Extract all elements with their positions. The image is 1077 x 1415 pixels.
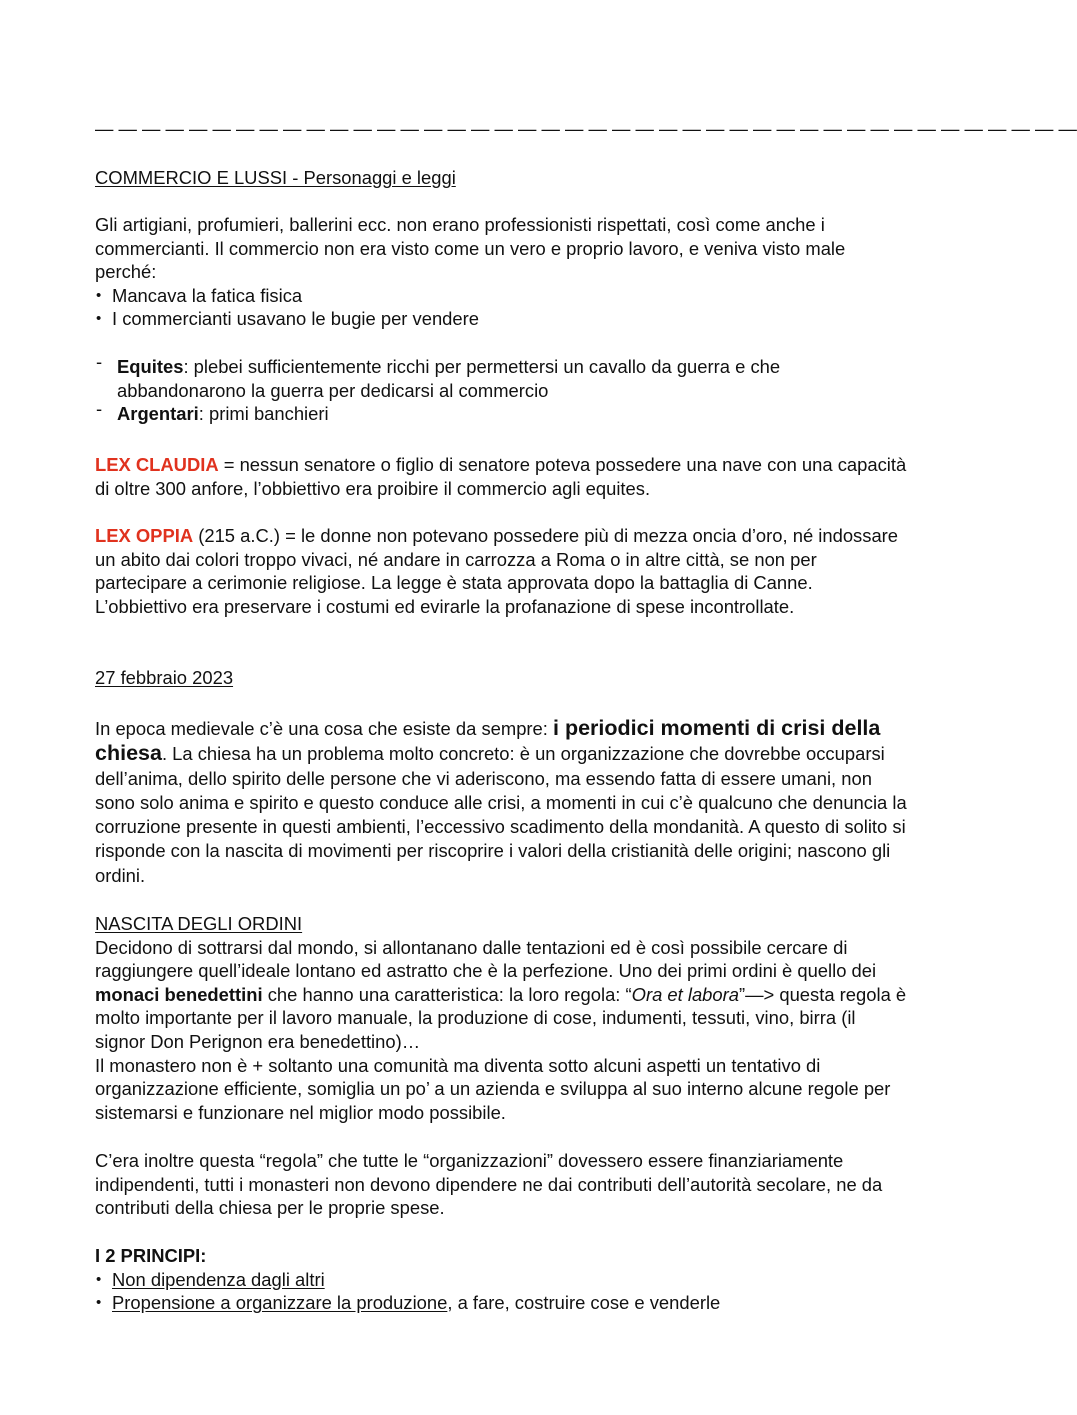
lex-claudia-name: LEX CLAUDIA bbox=[95, 454, 219, 475]
list-item: • Mancava la fatica fisica bbox=[95, 284, 907, 308]
benedettini-term: monaci benedettini bbox=[95, 983, 263, 1005]
date-heading: 27 febbraio 2023 bbox=[95, 667, 234, 688]
list-item: • I commercianti usavano le bugie per vendere bbox=[95, 307, 907, 331]
intro-paragraph: Gli artigiani, profumieri, ballerini ecc. non erano professionisti rispettati, così come anche i commercianti. Il commercio non era visto come un vero e proprio lavoro, e veniva visto male perché: bbox=[95, 214, 846, 283]
monastero-paragraph: Il monastero non è + soltanto una comunità ma diventa sotto alcuni aspetti un tentativo di organizzazione efficiente, somiglia un po’ a un azienda e sviluppa al suo interno alcune regole per sistemarsi e funzionare nel miglior modo possibile. bbox=[95, 1054, 891, 1123]
section-heading-commercio: COMMERCIO E LUSSI - Personaggi e leggi bbox=[95, 167, 456, 188]
medieval-text-start: In epoca medievale c’è una cosa che esiste da sempre: bbox=[95, 718, 553, 739]
section-heading-ordini: NASCITA DEGLI ORDINI bbox=[95, 913, 303, 934]
term-equites: Equites bbox=[117, 356, 184, 377]
principle-rest: , a fare, costruire cose e venderle bbox=[447, 1292, 721, 1314]
list-item bbox=[95, 1268, 907, 1292]
definition-argentari: : primi banchieri bbox=[198, 403, 329, 425]
definition-equites: : plebei sufficientemente ricchi per permettersi un cavallo da guerra e che abbandonarono la guerra per dedicarsi al commercio bbox=[117, 356, 781, 401]
list-item-argentari bbox=[95, 402, 907, 426]
ordini-text-b: che hanno una caratteristica: la loro regola: “ bbox=[262, 983, 632, 1005]
separator-line: — — — — — — — — — — — — — — — — — — — — — — — — — — — — — — — — — — — — — — — — — — bbox=[95, 118, 1077, 139]
term-argentari: Argentari bbox=[117, 403, 199, 425]
ordini-paragraph bbox=[95, 936, 907, 1054]
regola-paragraph: C’era inoltre questa “regola” che tutte le “organizzazioni” dovessero essere finanziariamente indipendenti, tutti i monasteri non devono dipendere ne dai contributi dell’autorità secolare, ne da contributi della chiesa per le proprie spese. bbox=[95, 1150, 883, 1219]
medieval-highlight: i periodici momenti di crisi della chiesa bbox=[95, 716, 881, 766]
medieval-paragraph bbox=[95, 716, 907, 888]
principle-underlined: Propensione a organizzare la produzione bbox=[112, 1292, 448, 1314]
lex-oppia-name: LEX OPPIA bbox=[95, 525, 194, 546]
lex-oppia-paragraph bbox=[95, 524, 907, 618]
principles-list bbox=[95, 1268, 907, 1315]
lex-claudia-paragraph bbox=[95, 453, 907, 500]
lex-oppia-text: (215 a.C.) = le donne non potevano possedere più di mezza oncia d’oro, né indossare un abito dai colori troppo vivaci, né andare in carrozza a Roma o in altre città, se non per partecipare a cerimonie religiose. La legge è stata approvata dopo la battaglia di Canne. L’obbiettivo era preservare i costumi ed evirarle la profanazione di spese incontrollate. bbox=[95, 525, 899, 617]
ordini-text-a: Decidono di sottrarsi dal mondo, si allontanano dalle tentazioni ed è così possibile cercare di raggiungere quell’ideale lontano ed astratto che è la perfezione. Uno dei primi ordini è quello dei bbox=[95, 936, 877, 982]
ordini-text-c: ”—> questa regola è molto importante per il lavoro manuale, la produzione di cose, indumenti, tessuti, vino, birra (il signor Don Perignon era benedettino)… bbox=[95, 983, 907, 1052]
medieval-text-end: . La chiesa ha un problema molto concreto: è un organizzazione che dovrebbe occuparsi dell’anima, dello spirito delle persone che vi aderiscono, ma essendo fatta di essere umani, non sono solo anima e spirito e questo conduce alle crisi, a momenti in cui c’è qualcuno che denuncia la corruzione presente in questi ambienti, l’eccessivo scadimento della mondanità. A questo di solito si risponde con la nascita di movimenti per riscoprire i valori della cristianità delle origini; nascono gli ordini. bbox=[95, 743, 907, 886]
ora-et-labora: Ora et labora bbox=[631, 983, 739, 1005]
reasons-list bbox=[95, 284, 907, 331]
list-item-equites bbox=[95, 355, 907, 402]
classes-list bbox=[95, 355, 907, 426]
list-item bbox=[95, 1291, 907, 1315]
lex-claudia-text: = nessun senatore o figlio di senatore poteva possedere una nave con una capacità di oltre 300 anfore, l’obbiettivo era proibire il commercio agli equites. bbox=[95, 454, 907, 499]
principle-underlined: Non dipendenza dagli altri bbox=[112, 1268, 325, 1290]
principles-heading: I 2 PRINCIPI: bbox=[95, 1245, 207, 1266]
